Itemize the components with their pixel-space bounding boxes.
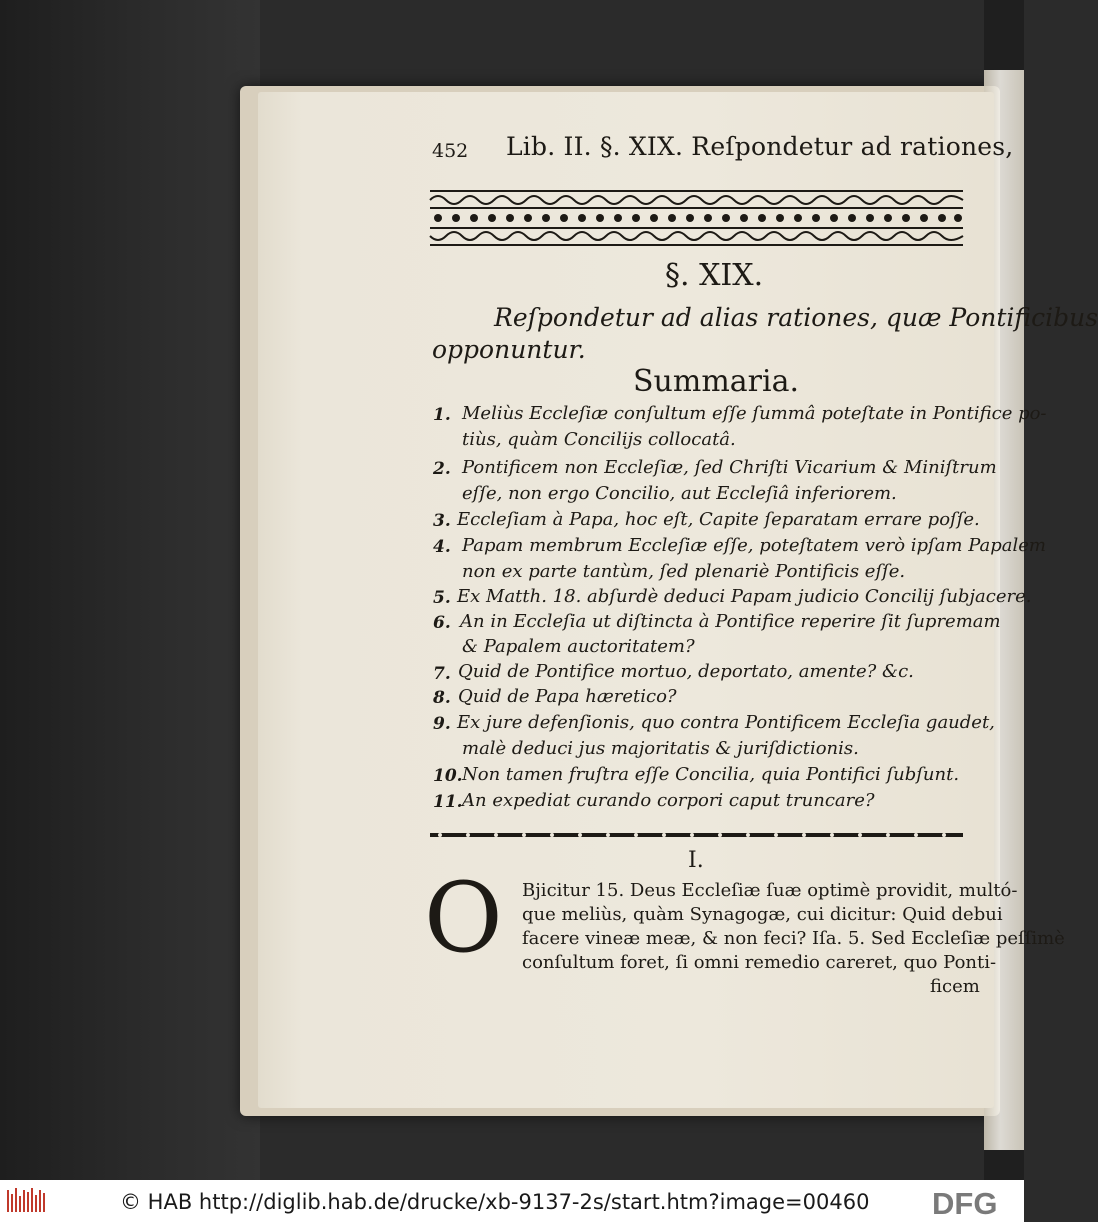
summary-line: An expediat curando corpori caput truncare?	[462, 790, 875, 811]
summary-number: 4.	[433, 537, 451, 557]
summary-number: 10.	[433, 766, 463, 786]
summary-line: Meliùs Eccleſiæ conſultum eſſe ſummâ poteſtate in Pontifice po-	[462, 403, 1047, 424]
body-text-line: facere vineæ meæ, & non feci? Iſa. 5. Sed Eccleſiæ peſſimè	[522, 928, 1065, 949]
summary-line: Quid de Papa hæretico?	[458, 686, 677, 707]
summary-number: 6.	[433, 613, 451, 633]
summary-line: Ex Matth. 18. abſurdè deduci Papam judicio Concilij ſubjacere.	[457, 586, 1032, 607]
summary-line: non ex parte tantùm, ſed plenariè Pontificis eſſe.	[462, 561, 906, 582]
summary-number: 5.	[433, 588, 451, 608]
summary-line: Quid de Pontifice mortuo, deportato, amente? &c.	[458, 661, 914, 682]
copyright-url[interactable]: © HAB http://diglib.hab.de/drucke/xb-9137-2s/start.htm?image=00460	[120, 1190, 870, 1214]
section-title-line-1: Reſpondetur ad alias rationes, quæ Pontificibus	[494, 303, 1098, 332]
summary-line: Ex jure defenſionis, quo contra Pontificem Eccleſia gaudet,	[457, 712, 995, 733]
summary-line: Papam membrum Eccleſiæ eſſe, poteſtatem verò ipſam Papalem	[462, 535, 1046, 556]
summary-line: Pontificem non Eccleſiæ, ſed Chriſti Vicarium & Miniſtrum	[462, 457, 997, 478]
summary-line: tiùs, quàm Concilijs collocatâ.	[462, 429, 736, 450]
summary-line: Non tamen fruſtra eſſe Concilia, quia Pontifici ſubſunt.	[462, 764, 960, 785]
summary-line: Eccleſiam à Papa, hoc eſt, Capite ſeparatam errare poſſe.	[457, 509, 980, 530]
summary-number: 11.	[433, 792, 463, 812]
section-number: §. XIX.	[665, 258, 764, 293]
summary-number: 7.	[433, 664, 451, 684]
drop-capital: O	[424, 862, 503, 974]
svg-text:HAB: HAB	[27, 1204, 30, 1205]
section-title-line-2: opponuntur.	[432, 335, 586, 364]
summaria-heading: Summaria.	[633, 364, 800, 399]
hab-logo-icon	[6, 1186, 48, 1216]
summary-number: 1.	[433, 405, 451, 425]
paragraph-roman-numeral: I.	[688, 848, 704, 873]
ornament-band-icon	[430, 190, 963, 246]
body-text-line: Bjicitur 15. Deus Eccleſiæ ſuæ optimè providit, multó-	[522, 880, 1018, 901]
running-head: Lib. II. §. XIX. Reſpondetur ad rationes,	[506, 132, 1014, 161]
summary-line: & Papalem auctoritatem?	[462, 636, 695, 657]
summary-number: 9.	[433, 714, 451, 734]
ornament-rule-icon	[430, 828, 963, 842]
svg-text:DFG: DFG	[932, 1186, 998, 1221]
scan-background-left	[0, 0, 260, 1180]
dfg-logo-icon	[930, 1186, 1020, 1221]
summary-number: 3.	[433, 511, 451, 531]
body-text-line: que meliùs, quàm Synagogæ, cui dicitur: Quid debui	[522, 904, 1003, 925]
summary-line: An in Eccleſia ut diſtincta à Pontifice reperire ſit ſupremam	[460, 611, 1001, 632]
catchword: ficem	[930, 976, 980, 997]
body-text-line: conſultum foret, ſi omni remedio careret, quo Ponti-	[522, 952, 997, 973]
page-number: 452	[432, 140, 469, 162]
summary-line: eſſe, non ergo Concilio, aut Eccleſiâ inferiorem.	[462, 483, 897, 504]
summary-number: 8.	[433, 688, 451, 708]
summary-number: 2.	[433, 459, 451, 479]
summary-line: malè deduci jus majoritatis & juriſdictionis.	[462, 738, 859, 759]
